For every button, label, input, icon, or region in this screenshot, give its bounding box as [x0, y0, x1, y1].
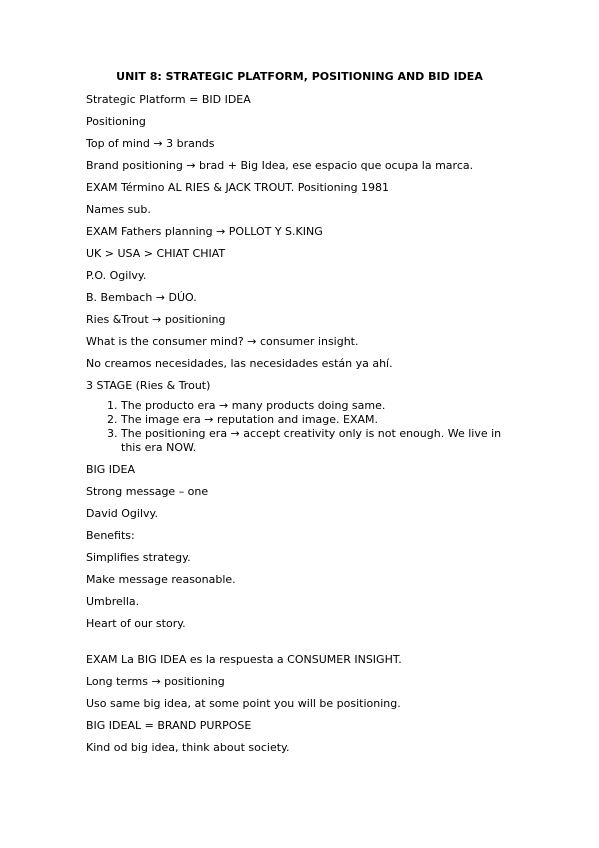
document-title: UNIT 8: STRATEGIC PLATFORM, POSITIONING AND BID IDEA — [116, 70, 483, 83]
paragraph-exam-fathers-planning: EXAM Fathers planning → POLLOT Y S.KING — [86, 225, 323, 238]
paragraph-brand-positioning: Brand positioning → brad + Big Idea, ese espacio que ocupa la marca. — [86, 159, 474, 172]
stage-item-product-era: 1. The producto era → many products doing same. — [121, 399, 516, 413]
paragraph-exam-termino: EXAM Término AL RIES & JACK TROUT. Positioning 1981 — [86, 181, 390, 194]
paragraph-3-stage: 3 STAGE (Ries & Trout) — [86, 379, 211, 392]
paragraph-top-of-mind: Top of mind → 3 brands — [86, 137, 215, 150]
paragraph-positioning: Positioning — [86, 115, 146, 128]
paragraph-kind-of-big-idea: Kind od big idea, think about society. — [86, 741, 290, 754]
paragraph-strategic-platform: Strategic Platform = BID IDEA — [86, 93, 251, 106]
paragraph-heart-of-story: Heart of our story. — [86, 617, 186, 630]
paragraph-make-message: Make message reasonable. — [86, 573, 236, 586]
paragraph-uso-same: Uso same big idea, at some point you will be positioning. — [86, 697, 401, 710]
paragraph-benefits: Benefits: — [86, 529, 135, 542]
stage-item-image-era: 2. The image era → reputation and image. EXAM. — [121, 413, 516, 427]
paragraph-po-ogilvy: P.O. Ogilvy. — [86, 269, 147, 282]
paragraph-necesidades: No creamos necesidades, las necesidades están ya ahí. — [86, 357, 393, 370]
paragraph-consumer-mind: What is the consumer mind? → consumer insight. — [86, 335, 359, 348]
paragraph-long-terms: Long terms → positioning — [86, 675, 225, 688]
stage-item-positioning-era: 3. The positioning era → accept creativity only is not enough. We live in this era NOW. — [121, 427, 516, 455]
paragraph-simplifies-strategy: Simplifies strategy. — [86, 551, 191, 564]
paragraph-names-sub: Names sub. — [86, 203, 151, 216]
paragraph-strong-message: Strong message – one — [86, 485, 209, 498]
paragraph-bembach: B. Bembach → DÚO. — [86, 291, 197, 304]
paragraph-uk-usa: UK > USA > CHIAT CHIAT — [86, 247, 226, 260]
paragraph-big-ideal: BIG IDEAL = BRAND PURPOSE — [86, 719, 252, 732]
paragraph-ries-trout: Ries &Trout → positioning — [86, 313, 226, 326]
paragraph-exam-big-idea: EXAM La BIG IDEA es la respuesta a CONSUMER INSIGHT. — [86, 653, 402, 666]
paragraph-big-idea: BIG IDEA — [86, 463, 136, 476]
stages-list — [86, 399, 516, 455]
document-body — [86, 93, 516, 763]
paragraph-david-ogilvy: David Ogilvy. — [86, 507, 158, 520]
paragraph-umbrella: Umbrella. — [86, 595, 140, 608]
